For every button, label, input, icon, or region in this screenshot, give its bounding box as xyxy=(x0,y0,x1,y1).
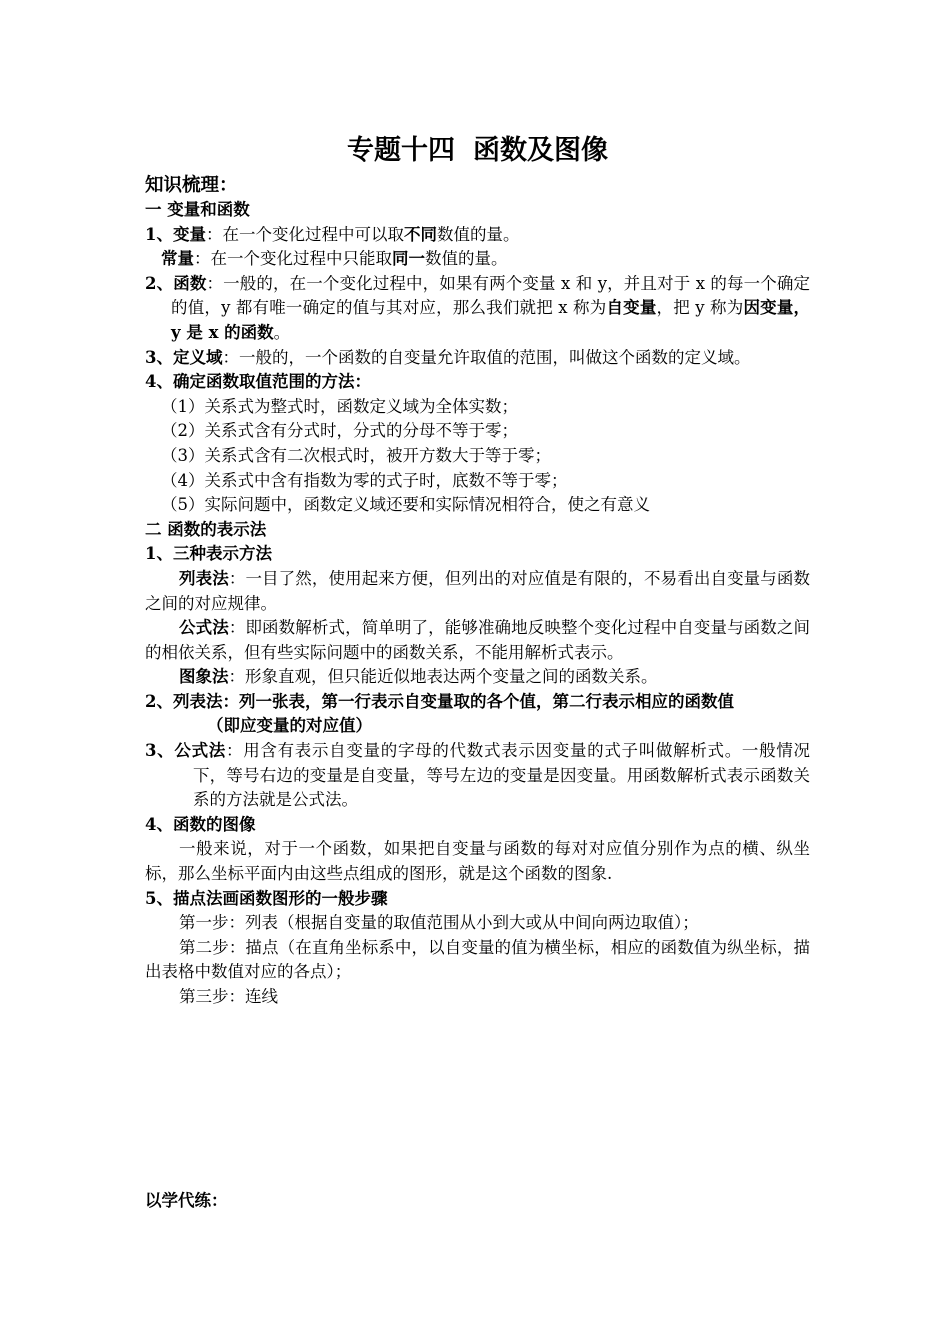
document-page xyxy=(145,132,810,1010)
item-formula-method: 3、公式法：用含有表示自变量的字母的代数式表示因变量的式子叫做解析式。一般情况下，等号右边的变量是自变量，等号左边的变量是因变量。用函数解析式表示函数关系的方法就是公式法。 xyxy=(145,741,811,810)
item-table-method-cont: （即应变量的对应值） xyxy=(207,716,372,736)
practice-heading: 以学代练： xyxy=(145,1190,228,1210)
item-domain-methods: 4、确定函数取值范围的方法： xyxy=(145,372,371,392)
method-graph: 图象法：形象直观，但只能近似地表达两个变量之间的函数关系。 xyxy=(179,667,658,687)
method-formula: 公式法：即函数解析式，简单明了，能够准确地反映整个变化过程中自变量与函数之间的相依关系，但有些实际问题中的函数关系，不能用解析式表示。 xyxy=(145,618,811,662)
item-variable: 1、变量：在一个变化过程中可以取不同数值的量。 xyxy=(145,224,520,244)
domain-rule-1: （1）关系式为整式时，函数定义域为全体实数； xyxy=(161,396,518,416)
method-table: 列表法：一目了然，使用起来方便，但列出的对应值是有限的，不易看出自变量与函数之间的对应规律。 xyxy=(145,568,811,613)
item-plot-steps: 5、描点法画函数图形的一般步骤 xyxy=(145,888,388,908)
item-function-graph: 4、函数的图像 xyxy=(145,814,256,834)
function-graph-text: 一般来说，对于一个函数，如果把自变量与函数的每对对应值分别作为点的横、纵坐标，那么坐标平面内由这些点组成的图形，就是这个函数的图象. xyxy=(145,839,810,884)
domain-rule-2: （2）关系式含有分式时，分式的分母不等于零； xyxy=(161,421,518,441)
plot-step-2: 第二步：描点（在直角坐标系中，以自变量的值为横坐标，相应的函数值为纵坐标，描出表格中数值对应的各点）； xyxy=(145,937,810,982)
plot-step-1: 第一步：列表（根据自变量的取值范围从小到大或从中间向两边取值）； xyxy=(179,913,699,933)
page-title: 专题十四 函数及图像 xyxy=(347,135,608,166)
domain-rule-5: （5）实际问题中，函数定义域还要和实际情况相符合，使之有意义 xyxy=(161,495,650,515)
section-2-heading: 二 函数的表示法 xyxy=(145,519,267,539)
item-three-methods: 1、三种表示方法 xyxy=(145,544,272,564)
plot-step-3: 第三步：连线 xyxy=(179,987,278,1006)
item-constant: 常量：在一个变化过程中只能取同一数值的量。 xyxy=(161,249,508,269)
item-function: 2、函数：一般的，在一个变化过程中，如果有两个变量 x 和 y，并且对于 x 的每一个确定的值，y 都有唯一确定的值与其对应，那么我们就把 x 称为自变量，把 y 称为因变量，y 是 x 的函数。 xyxy=(145,273,811,342)
section-1-heading: 一 变量和函数 xyxy=(145,200,250,219)
item-domain: 3、定义域：一般的，一个函数的自变量允许取值的范围，叫做这个函数的定义域。 xyxy=(145,347,751,367)
knowledge-heading: 知识梳理： xyxy=(145,175,238,196)
item-table-method: 2、列表法：列一张表，第一行表示自变量取的各个值，第二行表示相应的函数值 xyxy=(145,691,734,711)
domain-rule-4: （4）关系式中含有指数为零的式子时，底数不等于零； xyxy=(161,470,568,490)
domain-rule-3: （3）关系式含有二次根式时，被开方数大于等于零； xyxy=(161,445,551,465)
